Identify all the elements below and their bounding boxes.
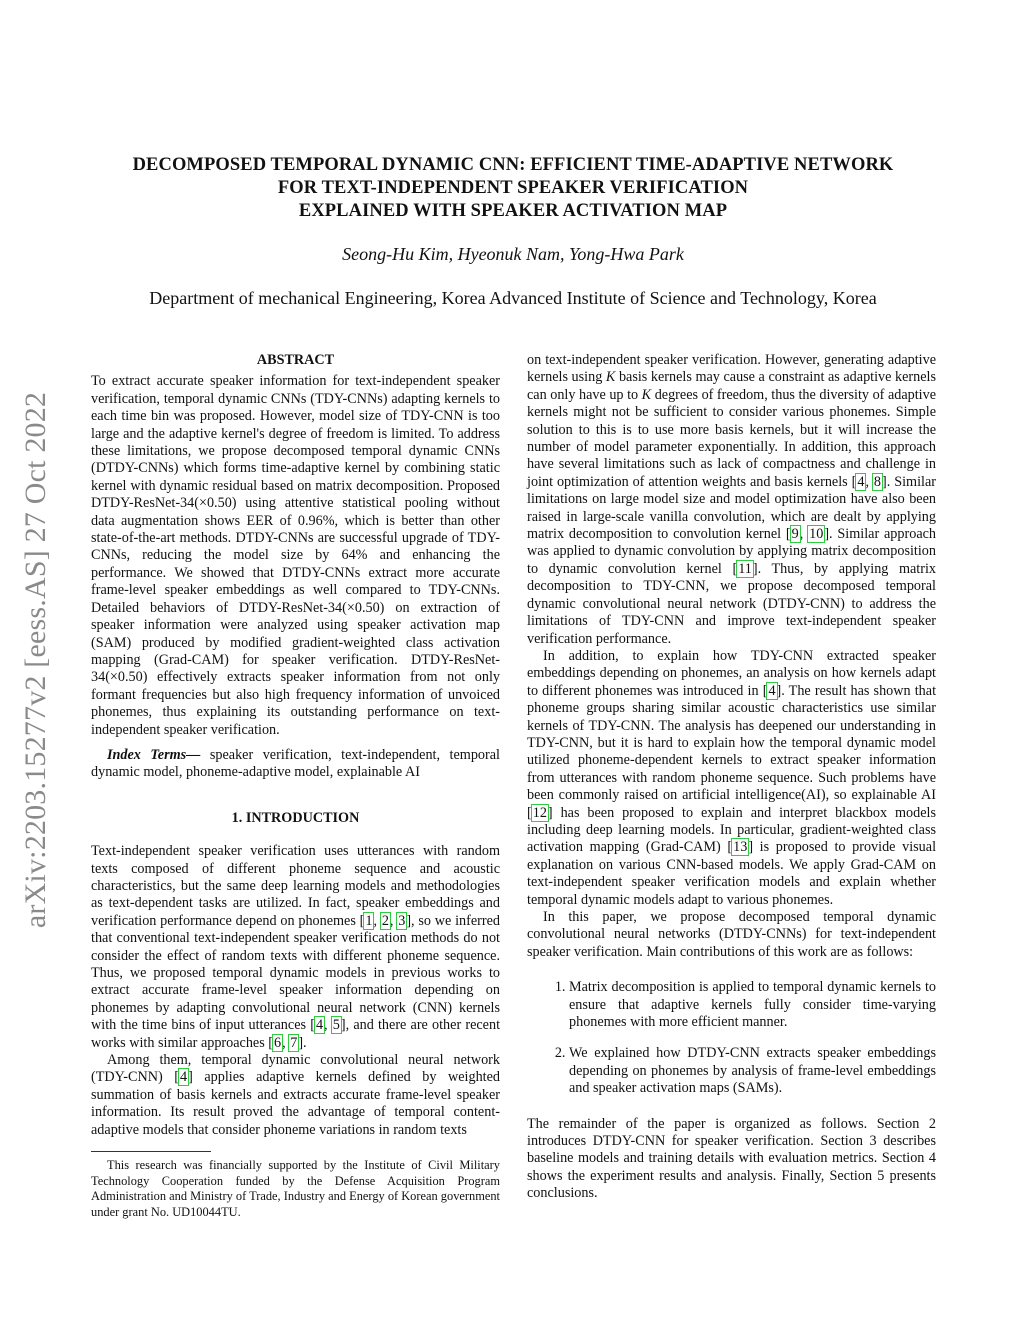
contribution-item: 2. We explained how DTDY-CNN extracts speaker embeddings depending on phonemes by analysis of frame-level embeddings and speaker activation maps (SAMs). [569,1045,936,1097]
footnote-divider [91,1151,211,1152]
index-terms-label: Index Terms— [107,746,201,763]
paper-organization-paragraph: The remainder of the paper is organized as follows. Section 2 introduces DTDY-CNN for speaker verification. Section 3 describes baseline models and training details with evaluation metrics. Section 4 shows the experiment results and analysis. Finally, Section 5 presents conclusions. [527,1115,936,1202]
title-line-1: DECOMPOSED TEMPORAL DYNAMIC CNN: EFFICIENT TIME-ADAPTIVE NETWORK [132,155,894,175]
arxiv-identifier: arXiv:2203.15277v2 [eess.AS] 27 Oct 2022 [19,391,52,929]
arxiv-side-stamp [10,340,62,980]
citation-link[interactable]: 4 [315,1017,324,1034]
funding-footnote: This research was financially supported by the Institute of Civil Military Technology Cooperation funded by the Defense Acquisition Program Administration and Ministry of Trade, Industry and Energy of Korean government under grant No. UD10044TU. [91,1158,500,1219]
abstract-text: To extract accurate speaker information for text-independent speaker verification, temporal dynamic CNNs (TDY-CNNs) adapting kernels to each time bin was proposed. However, model size of TDY-CNN is too large and the adaptive kernel's degree of freedom is limited. To address these limitations, we propose decomposed temporal dynamic CNNs (DTDY-CNNs) which forms time-adaptive kernel by combining static kernel with dynamic residual based on matrix decomposition. Proposed DTDY-ResNet-34(×0.50) using attentive statistical pooling without data augmentation shows EER of 0.96%, which is better than other state-of-the-art methods. DTDY-CNNs are successful upgrade of TDY-CNNs, reducing the model size by 64% and enhancing the performance. We showed that DTDY-CNNs extract more accurate frame-level speaker embeddings as well compared to TDY-CNNs. Detailed behaviors of DTDY-ResNet-34(×0.50) on extraction of speaker information were analyzed using speaker activation map (SAM) produced by modified gradient-weighted class activation mapping (Grad-CAM) for speaker verification. DTDY-ResNet-34(×0.50) effectively extracts speaker information from not only formant frequencies but also high frequency information of unvoiced phonemes, thus explaining its outstanding performance on text-independent speaker verification. [91,373,500,738]
citation-link[interactable]: 4 [857,473,865,490]
right-column [527,352,936,1203]
citation-link[interactable]: 5 [332,1017,340,1034]
intro-paragraph-5: In this paper, we propose decomposed temporal dynamic convolutional neural networks (DTDY-CNNs) for text-independent speaker verification. Main contributions of this work are as follows: [527,909,936,960]
title-line-2: FOR TEXT-INDEPENDENT SPEAKER VERIFICATION [277,178,749,198]
citation-link[interactable]: 9 [791,526,799,543]
citation-link[interactable]: 11 [738,560,752,577]
citation-link[interactable]: 4 [768,682,776,699]
citation-link[interactable]: 2 [381,912,389,929]
citation-link[interactable]: 4 [179,1069,188,1086]
index-terms [91,747,500,782]
authors: Seong-Hu Kim, Hyeonuk Nam, Yong-Hwa Park [342,244,684,264]
citation-link[interactable]: 1 [365,912,373,929]
intro-paragraph-1: Text-independent speaker verification uses utterances with random texts composed of different phoneme sequence and acoustic characteristics, but the same deep learning models and methodologies as text-dependent tasks are utilized. In fact, speaker embeddings and verification performance depend on phonemes [1, 2, 3], so we inferred that conventional text-independent speaker verification methods do not consider the effect of random texts with different phoneme sequence. Thus, we proposed temporal dynamic models in previous works to extract accurate frame-level speaker information depending on phonemes by adapting convolutional neural network (CNN) kernels with the time bins of input utterances [4, 5], and there are other recent works with similar approaches [6, 7]. [91,843,501,1051]
citation-link[interactable]: 12 [532,804,547,821]
intro-heading: 1. INTRODUCTION [231,809,360,826]
citation-link[interactable]: 3 [398,912,406,929]
intro-paragraph-2: Among them, temporal dynamic convolutional neural network (TDY-CNN) [4] applies adaptive kernels defined by weighted summation of basis kernels and extracts accurate frame-level speaker information. Its result proved the advantage of temporal content-adaptive models that consider phoneme variations in random texts [91,1052,501,1138]
citation-link[interactable]: 6 [274,1034,282,1051]
intro-paragraph-4: In addition, to explain how TDY-CNN extracted speaker embeddings depending on phonemes, an analysis on how kernels adapt to different phonemes was introduced in [4]. The result has shown that phoneme groups sharing similar acoustic characteristics use similar kernels of TDY-CNN. The analysis has deepened our understanding in TDY-CNN, but it is hard to explain how the temporal dynamic model utilized phoneme-dependent kernels to extract speaker information from utterances with random phoneme sequence. Such problems have been commonly raised on artificial intelligence(AI), so explainable AI [12] has been proposed to explain and interpret blackbox models including deep learning models. In particular, gradient-weighted class activation mapping (Grad-CAM) [13] is proposed to provide visual explanation on various CNN-based models. We apply Grad-CAM on text-independent speaker verification models and explain whether temporal dynamic models adapt to various phonemes. [527,647,937,908]
citation-link[interactable]: 10 [809,526,824,543]
contributions-list [527,979,936,1097]
abstract-heading: ABSTRACT [256,352,335,368]
citation-link[interactable]: 7 [290,1034,298,1051]
citation-link[interactable]: 13 [733,839,748,856]
left-column [91,352,500,1220]
citation-link[interactable]: 8 [873,473,882,490]
index-terms-text: speaker verification, text-independent, temporal dynamic model, phoneme-adaptive model, explainable AI [91,746,500,781]
contribution-item: 1. Matrix decomposition is applied to temporal dynamic kernels to ensure that adaptive kernels fully consider time-varying phonemes with more efficient manner. [569,979,936,1031]
intro-paragraph-3: on text-independent speaker verification. However, generating adaptive kernels using K basis kernels may cause a constraint as adaptive kernels can only have up to K degrees of freedom, thus the diversity of adaptive kernels might not be sufficient to consider various phonemes. Simple solution to this is to use more basis kernels, but it will increase the number of model parameter exponentially. In addition, this approach have several limitations such as lack of compactness and challenge in joint optimization of attention weights and basis kernels [4, 8]. Similar limitations on large model size and model optimization have also been raised in large-scale vanilla convolution, which are dealt by applying matrix decomposition to convolution kernel [9, 10]. Similar approach was applied to dynamic convolution by applying matrix decomposition to dynamic convolution kernel [11]. Thus, by applying matrix decomposition to TDY-CNN, we propose decomposed temporal dynamic convolutional neural network (DTDY-CNN) to address the limitations of TDY-CNN and improve text-independent speaker verification performance. [527,352,937,647]
paper-title [80,154,946,223]
affiliation: Department of mechanical Engineering, Korea Advanced Institute of Science and Technology, Korea [149,288,877,308]
title-line-3: EXPLAINED WITH SPEAKER ACTIVATION MAP [298,201,728,221]
